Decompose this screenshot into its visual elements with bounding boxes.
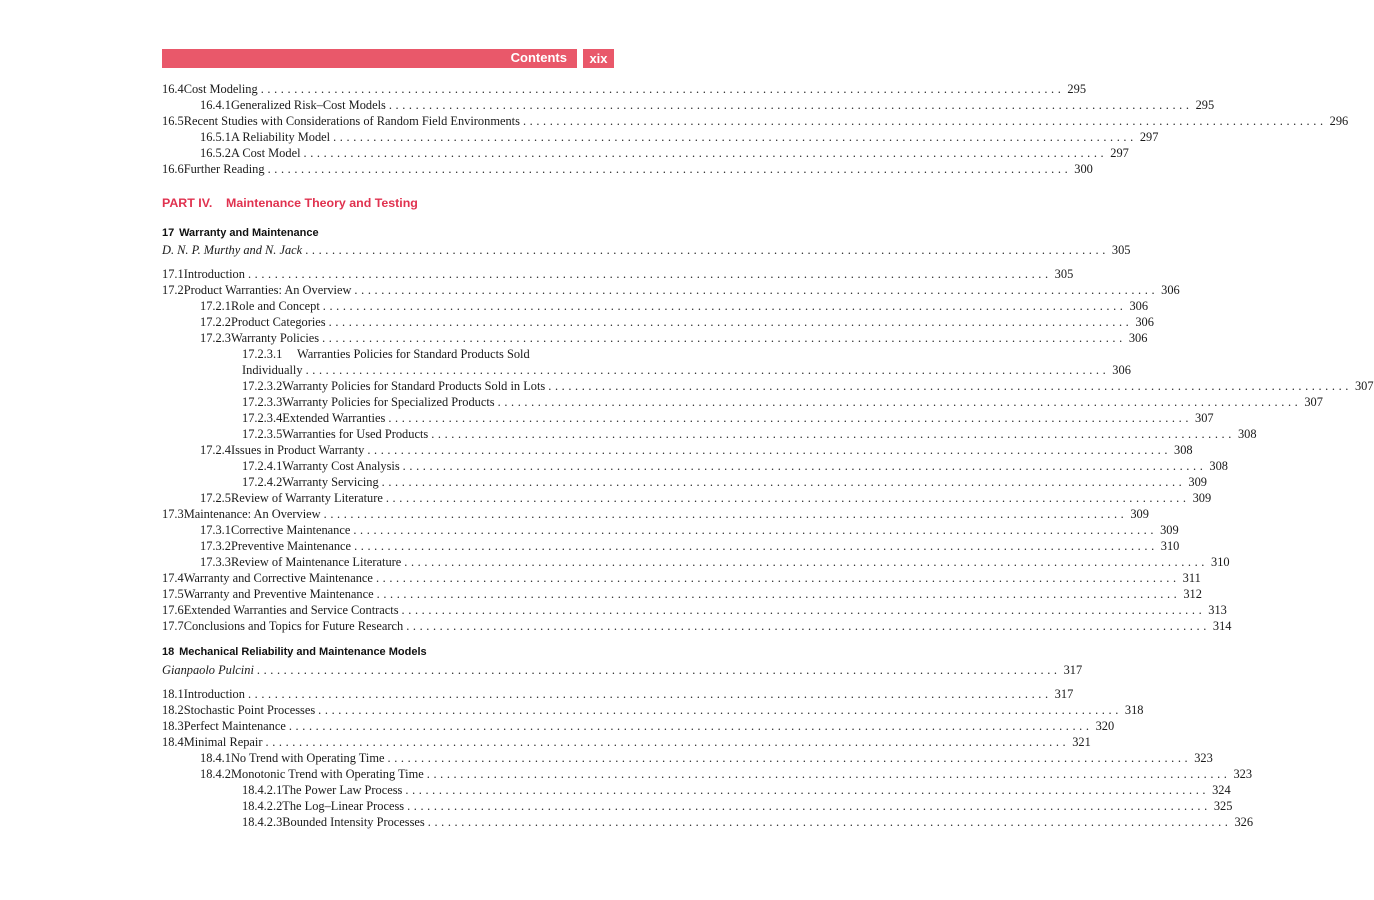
- toc-number: 18.1: [162, 687, 184, 701]
- toc-title: Warranty and Corrective Maintenance: [183, 571, 373, 585]
- toc-page: 308: [1174, 443, 1193, 457]
- toc-title: Warranty Policies for Standard Products Sold in Lots: [282, 379, 546, 393]
- toc-entry[interactable]: [200, 490, 1212, 506]
- toc-page: 307: [1195, 411, 1214, 425]
- toc-title: Corrective Maintenance: [230, 523, 351, 537]
- toc-title: Recent Studies with Considerations of Random Field Environments: [183, 114, 520, 128]
- toc-entry[interactable]: [162, 242, 1131, 258]
- toc-title: Warranty Servicing: [282, 475, 379, 489]
- toc-page: 312: [1183, 587, 1202, 601]
- toc-entry[interactable]: [242, 378, 1374, 394]
- toc-title: Preventive Maintenance: [230, 539, 352, 553]
- toc-entry[interactable]: [200, 298, 1149, 314]
- toc-number: 17.5: [162, 587, 184, 601]
- dot-leader: ........................................................................................................................: [305, 363, 1110, 377]
- chapter-number: 17: [162, 227, 175, 239]
- toc-entry[interactable]: [162, 506, 1149, 522]
- dot-leader: ........................................................................................................................: [260, 82, 1065, 96]
- toc-entry[interactable]: [162, 734, 1091, 750]
- toc-page: 306: [1129, 299, 1149, 313]
- toc-entry[interactable]: [200, 314, 1154, 330]
- toc-number: 17.2.3.5: [242, 427, 283, 441]
- dot-leader: ........................................................................................................................: [376, 587, 1181, 601]
- toc-entry[interactable]: [162, 570, 1201, 586]
- toc-page: 310: [1160, 539, 1180, 553]
- toc-page: 321: [1072, 735, 1091, 749]
- toc-page: 306: [1112, 363, 1131, 377]
- toc-entry[interactable]: [200, 554, 1230, 570]
- toc-title: The Power Law Process: [282, 783, 403, 797]
- toc-page: 297: [1139, 130, 1159, 144]
- toc-entry[interactable]: [200, 766, 1253, 782]
- toc-title: Minimal Repair: [183, 735, 263, 749]
- part-heading: [162, 196, 418, 210]
- dot-leader: ........................................................................................................................: [375, 571, 1180, 585]
- dot-leader: ........................................................................................................................: [405, 783, 1210, 797]
- dot-leader: ........................................................................................................................: [322, 299, 1127, 313]
- toc-title: Generalized Risk–Cost Models: [230, 98, 386, 112]
- toc-number: 17.2.3: [200, 331, 231, 345]
- toc-page: 308: [1209, 459, 1228, 473]
- toc-page: 309: [1192, 491, 1212, 505]
- part-label: PART IV.: [162, 196, 213, 210]
- toc-page: 295: [1067, 82, 1087, 96]
- toc-number: 17.6: [162, 603, 184, 617]
- toc-number: 18.4.2.2: [242, 799, 283, 813]
- dot-leader: ........................................................................................................................: [303, 146, 1108, 160]
- toc-title: A Cost Model: [230, 146, 301, 160]
- toc-page: 297: [1110, 146, 1129, 160]
- toc-entry[interactable]: [242, 426, 1257, 442]
- dot-leader: ........................................................................................................................: [322, 331, 1126, 345]
- toc-title: Monotonic Trend with Operating Time: [230, 767, 424, 781]
- toc-entry[interactable]: [200, 330, 1148, 346]
- toc-title: Individually: [242, 363, 303, 377]
- toc-entry[interactable]: [162, 686, 1074, 702]
- toc-entry[interactable]: [162, 113, 1349, 129]
- toc-page: 326: [1234, 815, 1254, 829]
- toc-title: Product Categories: [230, 315, 326, 329]
- dot-leader: ........................................................................................................................: [522, 114, 1327, 128]
- toc-page: 305: [1054, 267, 1074, 281]
- dot-leader: ........................................................................................................................: [247, 267, 1052, 281]
- dot-leader: ........................................................................................................................: [328, 315, 1133, 329]
- toc-entry[interactable]: [162, 282, 1180, 298]
- toc-number: 18.2: [162, 703, 184, 717]
- dot-leader: ........................................................................................................................: [401, 603, 1206, 617]
- toc-number: 17.2.4.1: [242, 459, 283, 473]
- toc-number: 17.3.1: [200, 523, 231, 537]
- toc-entry[interactable]: [242, 798, 1233, 814]
- toc-entry[interactable]: [242, 410, 1214, 426]
- toc-title: Warranty Policies: [230, 331, 320, 345]
- toc-page: 306: [1128, 331, 1148, 345]
- toc-page: 324: [1212, 783, 1231, 797]
- toc-number: 18.4.2: [200, 767, 231, 781]
- toc-page: 300: [1074, 162, 1093, 176]
- dot-leader: ........................................................................................................................: [404, 555, 1208, 569]
- dot-leader: ........................................................................................................................: [247, 687, 1052, 701]
- toc-number: 18.4.1: [200, 751, 231, 765]
- toc-page: 323: [1233, 767, 1253, 781]
- toc-number: 18.4.2.1: [242, 783, 283, 797]
- toc-title: Extended Warranties: [282, 411, 386, 425]
- toc-entry[interactable]: [162, 602, 1227, 618]
- toc-number: 17.2.5: [200, 491, 231, 505]
- dot-leader: ........................................................................................................................: [385, 491, 1190, 505]
- toc-entry[interactable]: [242, 814, 1254, 830]
- toc-number: 18.4: [162, 735, 184, 749]
- toc-title: No Trend with Operating Time: [230, 751, 385, 765]
- dot-leader: ........................................................................................................................: [388, 98, 1193, 112]
- chapter-number: 18: [162, 646, 175, 658]
- toc-title: Warranties for Used Products: [282, 427, 429, 441]
- toc-title: Introduction: [183, 687, 245, 701]
- dot-leader: ........................................................................................................................: [387, 751, 1192, 765]
- toc-entry[interactable]: [200, 442, 1193, 458]
- chapter-heading: [162, 646, 427, 658]
- toc-page: 309: [1188, 475, 1207, 489]
- toc-number: 16.5.1: [200, 130, 231, 144]
- toc-entry[interactable]: [162, 161, 1093, 177]
- toc-number: 18.4.2.3: [242, 815, 283, 829]
- toc-page: 311: [1182, 571, 1201, 585]
- toc-entry[interactable]: [162, 266, 1074, 282]
- dot-leader: ........................................................................................................................: [407, 799, 1211, 813]
- toc-number: 16.5: [162, 114, 184, 128]
- toc-page: 313: [1208, 603, 1227, 617]
- toc-number: 17.2.4: [200, 443, 231, 457]
- chapter-author: D. N. P. Murthy and N. Jack: [162, 243, 303, 257]
- toc-entry[interactable]: [242, 346, 614, 362]
- toc-page: 309: [1160, 523, 1179, 537]
- running-header-title: Contents: [510, 50, 567, 65]
- toc-number: 16.5.2: [200, 146, 231, 160]
- chapter-heading: [162, 227, 319, 239]
- toc-entry[interactable]: [162, 81, 1087, 97]
- running-header-bar: [162, 49, 577, 68]
- dot-leader: ........................................................................................................................: [431, 427, 1235, 441]
- toc-number: 17.2.4.2: [242, 475, 283, 489]
- dot-leader: ........................................................................................................................: [497, 395, 1302, 409]
- toc-page: 308: [1237, 427, 1257, 441]
- toc-title: Role and Concept: [230, 299, 320, 313]
- toc-page: 317: [1063, 663, 1083, 677]
- toc-page: 314: [1212, 619, 1232, 633]
- toc-page: 296: [1329, 114, 1349, 128]
- toc-number: 16.4.1: [200, 98, 231, 112]
- toc-title: Introduction: [183, 267, 245, 281]
- toc-number: 16.4: [162, 82, 184, 96]
- toc-title: Stochastic Point Processes: [183, 703, 316, 717]
- toc-entry[interactable]: [242, 782, 1231, 798]
- toc-title: Conclusions and Topics for Future Research: [183, 619, 404, 633]
- toc-number: 17.2: [162, 283, 184, 297]
- toc-number: 17.2.3.3: [242, 395, 283, 409]
- toc-title: Bounded Intensity Processes: [282, 815, 425, 829]
- dot-leader: ........................................................................................................................: [267, 162, 1072, 176]
- dot-leader: ........................................................................................................................: [402, 459, 1207, 473]
- toc-number: 17.2.3.4: [242, 411, 283, 425]
- toc-page: 310: [1211, 555, 1230, 569]
- toc-page: 317: [1054, 687, 1074, 701]
- dot-leader: ........................................................................................................................: [354, 539, 1158, 553]
- toc-entry[interactable]: [162, 662, 1083, 678]
- toc-page: 295: [1195, 98, 1215, 112]
- dot-leader: ........................................................................................................................: [427, 815, 1232, 829]
- toc-entry[interactable]: [162, 718, 1115, 734]
- dot-leader: ........................................................................................................................: [353, 523, 1158, 537]
- chapter-title: Mechanical Reliability and Maintenance Models: [179, 646, 427, 658]
- part-title: Maintenance Theory and Testing: [226, 196, 418, 210]
- toc-title: A Reliability Model: [230, 130, 331, 144]
- toc-title: The Log–Linear Process: [282, 799, 405, 813]
- toc-title: Extended Warranties and Service Contracts: [183, 603, 399, 617]
- toc-page: 307: [1304, 395, 1323, 409]
- toc-number: 17.7: [162, 619, 184, 633]
- toc-entry[interactable]: [200, 522, 1179, 538]
- toc-title: Further Reading: [183, 162, 265, 176]
- toc-page: 318: [1124, 703, 1144, 717]
- dot-leader: ........................................................................................................................: [548, 379, 1352, 393]
- toc-page: 320: [1095, 719, 1115, 733]
- toc-title: Issues in Product Warranty: [230, 443, 365, 457]
- toc-entry[interactable]: [162, 586, 1202, 602]
- toc-number: 17.2.1: [200, 299, 231, 313]
- dot-leader: ........................................................................................................................: [367, 443, 1172, 457]
- toc-entry[interactable]: [162, 618, 1232, 634]
- toc-entry[interactable]: [200, 750, 1213, 766]
- dot-leader: ........................................................................................................................: [323, 507, 1128, 521]
- toc-number: 17.3.2: [200, 539, 231, 553]
- toc-number: 17.4: [162, 571, 184, 585]
- toc-page: 307: [1354, 379, 1374, 393]
- chapter-author: Gianpaolo Pulcini: [162, 663, 254, 677]
- dot-leader: ........................................................................................................................: [381, 475, 1186, 489]
- dot-leader: ........................................................................................................................: [288, 719, 1093, 733]
- toc-number: 17.3: [162, 507, 184, 521]
- toc-number: 17.2.2: [200, 315, 231, 329]
- toc-number: 17.2.3.1: [242, 347, 283, 361]
- toc-entry[interactable]: [162, 702, 1144, 718]
- toc-number: 17.2.3.2: [242, 379, 283, 393]
- dot-leader: ........................................................................................................................: [388, 411, 1193, 425]
- dot-leader: ........................................................................................................................: [426, 767, 1231, 781]
- toc-page: 306: [1161, 283, 1180, 297]
- dot-leader: ........................................................................................................................: [305, 243, 1109, 257]
- page-number: xix: [583, 49, 614, 68]
- toc-title: Perfect Maintenance: [183, 719, 286, 733]
- toc-title: Review of Warranty Literature: [230, 491, 383, 505]
- toc-title: Cost Modeling: [183, 82, 258, 96]
- toc-entry[interactable]: [242, 474, 1207, 490]
- toc-entry[interactable]: [200, 97, 1215, 113]
- toc-entry[interactable]: [200, 145, 1129, 161]
- toc-title: Warranties Policies for Standard Products Sold: [297, 347, 530, 361]
- toc-page: 306: [1135, 315, 1154, 329]
- toc-number: 16.6: [162, 162, 184, 176]
- toc-number: 17.3.3: [200, 555, 231, 569]
- toc-entry[interactable]: [242, 394, 1323, 410]
- toc-page: 305: [1111, 243, 1131, 257]
- dot-leader: ........................................................................................................................: [406, 619, 1210, 633]
- toc-title: Maintenance: An Overview: [183, 507, 321, 521]
- toc-entry[interactable]: [242, 458, 1228, 474]
- toc-page: 323: [1194, 751, 1213, 765]
- toc-entry[interactable]: [200, 129, 1159, 145]
- toc-page: 325: [1213, 799, 1233, 813]
- toc-title: Warranty and Preventive Maintenance: [183, 587, 374, 601]
- toc-entry[interactable]: [242, 362, 1131, 378]
- toc-entry[interactable]: [200, 538, 1180, 554]
- toc-page: 309: [1130, 507, 1149, 521]
- toc-title: Warranty Policies for Specialized Products: [282, 395, 495, 409]
- chapter-title: Warranty and Maintenance: [179, 227, 319, 239]
- toc-title: Warranty Cost Analysis: [282, 459, 400, 473]
- dot-leader: ........................................................................................................................: [333, 130, 1137, 144]
- toc-title: Review of Maintenance Literature: [230, 555, 402, 569]
- toc-number: 17.1: [162, 267, 184, 281]
- dot-leader: ........................................................................................................................: [256, 663, 1061, 677]
- toc-title: Product Warranties: An Overview: [183, 283, 352, 297]
- toc-number: 18.3: [162, 719, 184, 733]
- dot-leader: ........................................................................................................................: [354, 283, 1159, 297]
- dot-leader: ........................................................................................................................: [265, 735, 1070, 749]
- dot-leader: ........................................................................................................................: [318, 703, 1122, 717]
